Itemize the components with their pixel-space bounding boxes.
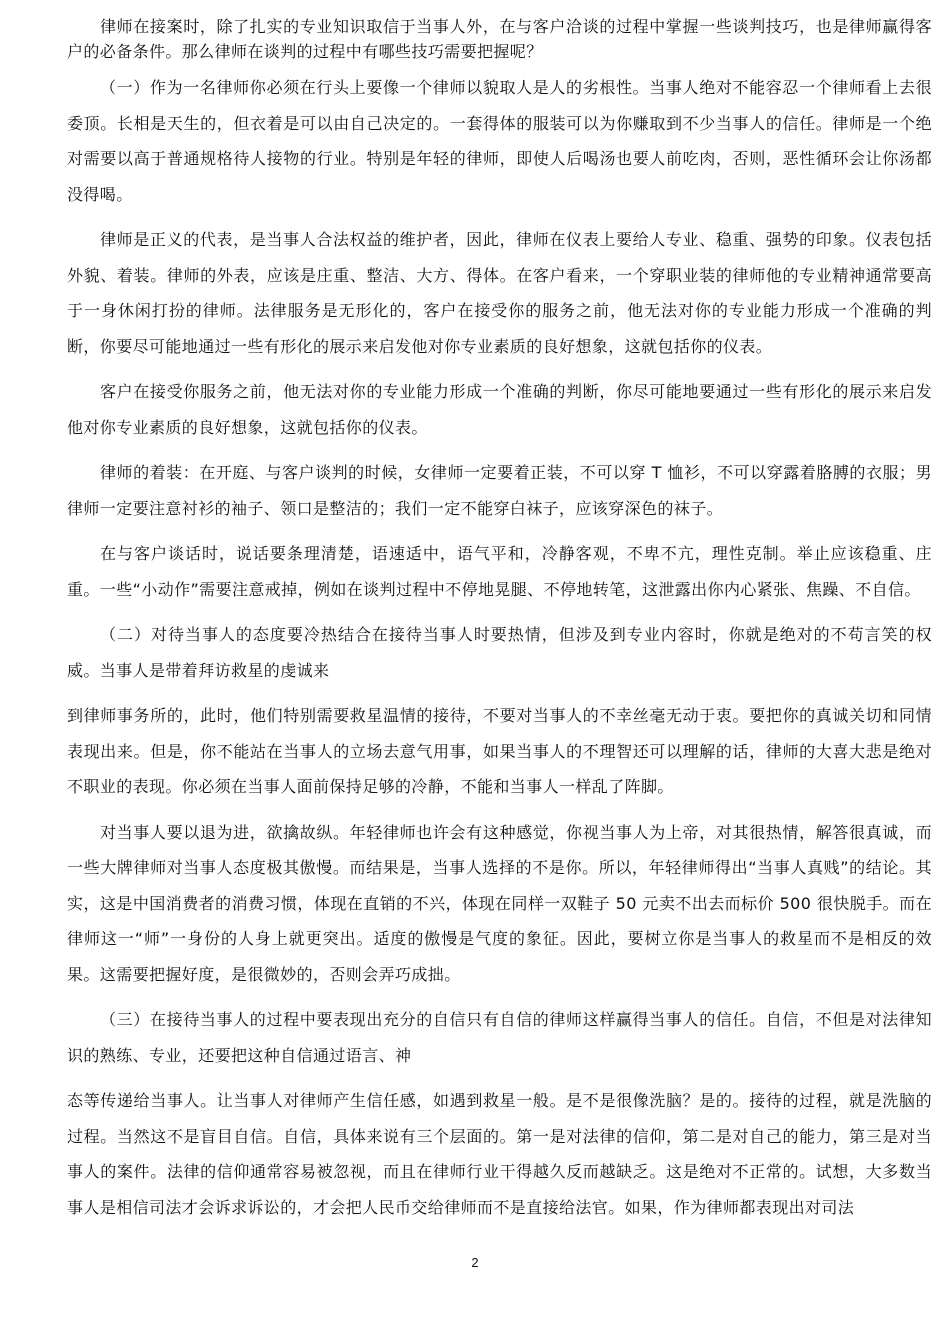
paragraph-impression: 客户在接受你服务之前，他无法对你的专业能力形成一个准确的判断，你尽可能地要通过一些有形化的展示来启发他对你专业素质的良好想象，这就包括你的仪表。	[67, 382, 932, 437]
page-number: 2	[471, 1255, 479, 1270]
paragraph-section-2-continued: 到律师事务所的，此时，他们特别需要救星温情的接待，不要对当事人的不幸丝毫无动于衷。要把你的真诚关切和同情表现出来。但是，你不能站在当事人的立场去意气用事，如果当事人的不理智还可以理解的话，律师的大喜大悲是绝对不职业的表现。你必须在当事人面前保持足够的冷静，不能和当事人一样乱了阵脚。	[67, 706, 932, 796]
paragraph-intro: 律师在接案时，除了扎实的专业知识取信于当事人外，在与客户洽谈的过程中掌握一些谈判技巧，也是律师赢得客户的必备条件。那么律师在谈判的过程中有哪些技巧需要把握呢？	[67, 17, 932, 61]
paragraph-appearance: 律师是正义的代表，是当事人合法权益的维护者，因此，律师在仪表上要给人专业、稳重、强势的印象。仪表包括外貌、着装。律师的外表，应该是庄重、整洁、大方、得体。在客户看来，一个穿职业装的律师他的专业精神通常要高于一身休闲打扮的律师。法律服务是无形化的，客户在接受你的服务之前，他无法对你的专业能力形成一个准确的判断，你要尽可能地通过一些有形化的展示来启发他对你专业素质的良好想象，这就包括你的仪表。	[67, 230, 932, 356]
paragraph-dress-code: 律师的着装：在开庭、与客户谈判的时候，女律师一定要着正装，不可以穿 T 恤衫，不可以穿露着胳膊的衣服；男律师一定要注意衬衫的袖子、领口是整洁的；我们一定不能穿白袜子，应该穿深色的袜子。	[67, 463, 932, 518]
paragraph-retreat-to-advance: 对当事人要以退为进，欲擒故纵。年轻律师也许会有这种感觉，你视当事人为上帝，对其很热情，解答很真诚，而一些大牌律师对当事人态度极其傲慢。而结果是，当事人选择的不是你。所以，年轻律师得出“当事人真贱”的结论。其实，这是中国消费者的消费习惯，体现在直销的不兴，体现在同样一双鞋子 50 元卖不出去而标价 500 很快脱手。而在律师这一“师”一身份的人身上就更突出。适度的傲慢是气度的象征。因此，要树立你是当事人的救星而不是相反的效果。这需要把握好度，是很微妙的，否则会弄巧成拙。	[67, 822, 932, 984]
paragraph-section-3-continued: 态等传递给当事人。让当事人对律师产生信任感，如遇到救星一般。是不是很像洗脑？是的。接待的过程，就是洗脑的过程。当然这不是盲目自信。自信，具体来说有三个层面的。第一是对法律的信仰，第二是对自己的能力，第三是对当事人的案件。法律的信仰通常容易被忽视，而且在律师行业干得越久反而越缺乏。这是绝对不正常的。试想，大多数当事人是相信司法才会诉求诉讼的，才会把人民币交给律师而不是直接给法官。如果，作为律师都表现出对司法	[67, 1091, 932, 1217]
paragraph-section-3: （三）在接待当事人的过程中要表现出充分的自信只有自信的律师这样赢得当事人的信任。自信，不但是对法律知识的熟练、专业，还要把这种自信通过语言、神	[67, 1010, 932, 1065]
paragraph-section-1: （一）作为一名律师你必须在行头上要像一个律师以貌取人是人的劣根性。当事人绝对不能容忍一个律师看上去很委顶。长相是天生的，但衣着是可以由自己决定的。一套得体的服装可以为你赚取到不少当事人的信任。律师是一个绝对需要以高于普通规格待人接物的行业。特别是年轻的律师，即使人后喝汤也要人前吃肉，否则，恶性循环会让你汤都没得喝。	[67, 78, 932, 204]
paragraph-manner: 在与客户谈话时，说话要条理清楚，语速适中，语气平和，冷静客观，不卑不亢，理性克制。举止应该稳重、庄重。一些“小动作”需要注意戒掉，例如在谈判过程中不停地晃腿、不停地转笔，这泄露出你内心紧张、焦躁、不自信。	[67, 544, 932, 599]
paragraph-section-2: （二）对待当事人的态度要冷热结合在接待当事人时要热情，但涉及到专业内容时，你就是绝对的不苟言笑的权威。当事人是带着拜访救星的虔诚来	[67, 625, 932, 680]
